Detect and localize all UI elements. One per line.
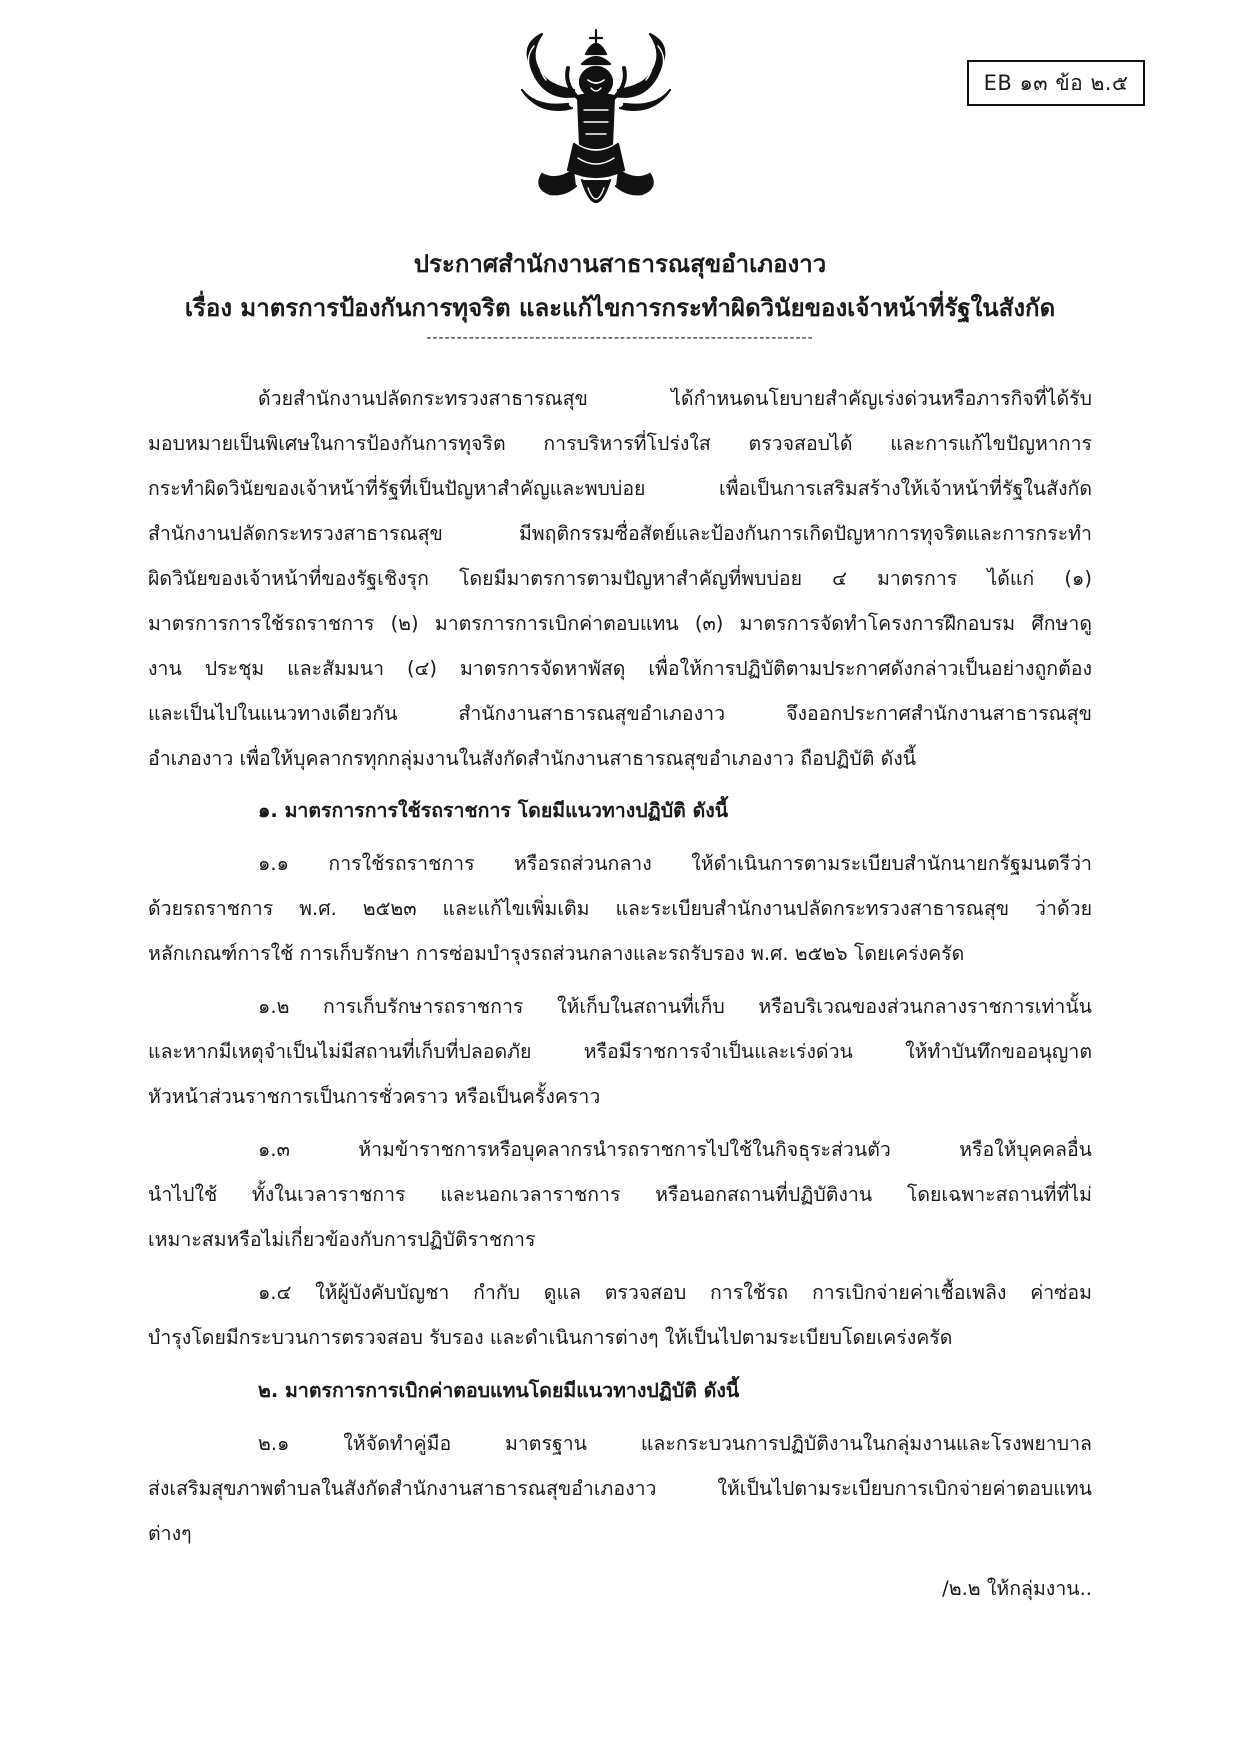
- announcement-title: ประกาศสำนักงานสาธารณสุขอำเภองาว: [413, 250, 827, 278]
- body-line: ต่างๆ: [148, 1522, 192, 1545]
- body-line: หลักเกณฑ์การใช้ การเก็บรักษา การซ่อมบำรุงรถส่วนกลางและรถรับรอง พ.ศ. ๒๕๒๖ โดยเคร่งครัด: [148, 942, 965, 965]
- body-line: หัวหน้าส่วนราชการเป็นการชั่วคราว หรือเป็นครั้งคราว: [148, 1085, 601, 1108]
- page-continuation-note: /๒.๒ ให้กลุ่มงาน..: [942, 1577, 1092, 1600]
- body-line: มอบหมายเป็นพิเศษในการป้องกันการทุจริต การบริหารที่โปร่งใส ตรวจสอบได้ และการแก้ไขปัญหาการ: [148, 432, 1092, 455]
- body-line: เหมาะสมหรือไม่เกี่ยวข้องกับการปฏิบัติราชการ: [148, 1228, 536, 1251]
- section-heading: ๑. มาตรการการใช้รถราชการ โดยมีแนวทางปฏิบัติ ดังนี้: [258, 799, 729, 822]
- garuda-emblem-icon: [512, 24, 680, 230]
- body-line: บำรุงโดยมีกระบวนการตรวจสอบ รับรอง และดำเนินการต่างๆ ให้เป็นไปตามระเบียบโดยเคร่งครัด: [148, 1326, 953, 1349]
- body-line: ๑.๒ การเก็บรักษารถราชการ ให้เก็บในสถานที่เก็บ หรือบริเวณของส่วนกลางราชการเท่านั้น: [258, 995, 1092, 1018]
- body-line: กระทำผิดวินัยของเจ้าหน้าที่รัฐที่เป็นปัญหาสำคัญและพบบ่อย เพื่อเป็นการเสริมสร้างให้เจ้าหน้าที่รัฐในสังกัด: [148, 477, 1092, 500]
- body-line: ๒.๑ ให้จัดทำคู่มือ มาตรฐาน และกระบวนการปฏิบัติงานในกลุ่มงานและโรงพยาบาล: [258, 1432, 1092, 1455]
- body-line: ผิดวินัยของเจ้าหน้าที่ของรัฐเชิงรุก โดยมีมาตรการตามปัญหาสำคัญที่พบบ่อย ๔ มาตรการ ได้แก่ (๑): [148, 567, 1092, 590]
- body-line: ๑.๔ ให้ผู้บังคับบัญชา กำกับ ดูแล ตรวจสอบ การใช้รถ การเบิกจ่ายค่าเชื้อเพลิง ค่าซ่อม: [258, 1281, 1092, 1304]
- title-divider: ----------------------------------------------------------------: [426, 330, 814, 346]
- body-line: สำนักงานปลัดกระทรวงสาธารณสุข มีพฤติกรรมซื่อสัตย์และป้องกันการเกิดปัญหาการทุจริตและการกระทำ: [148, 522, 1092, 545]
- announcement-subject: เรื่อง มาตรการป้องกันการทุจริต และแก้ไขการกระทำผิดวินัยของเจ้าหน้าที่รัฐในสังกัด: [184, 294, 1056, 322]
- body-line: ด้วยสำนักงานปลัดกระทรวงสาธารณสุข ได้กำหนดนโยบายสำคัญเร่งด่วนหรือภารกิจที่ได้รับ: [258, 387, 1092, 410]
- body-line: และหากมีเหตุจำเป็นไม่มีสถานที่เก็บที่ปลอดภัย หรือมีราชการจำเป็นและเร่งด่วน ให้ทำบันทึกขออนุญาต: [148, 1040, 1092, 1063]
- body-line: มาตรการการใช้รถราชการ (๒) มาตรการการเบิกค่าตอบแทน (๓) มาตรการจัดทำโครงการฝึกอบรม ศึกษาดู: [148, 612, 1092, 635]
- body-line: ส่งเสริมสุขภาพตำบลในสังกัดสำนักงานสาธารณสุขอำเภองาว ให้เป็นไปตามระเบียบการเบิกจ่ายค่าตอบแทน: [148, 1477, 1092, 1500]
- body-line: ๑.๓ ห้ามข้าราชการหรือบุคลากรนำรถราชการไปใช้ในกิจธุระส่วนตัว หรือให้บุคคลอื่น: [258, 1138, 1092, 1161]
- reference-code-box: EB ๑๓ ข้อ ๒.๕: [967, 60, 1145, 106]
- body-line: และเป็นไปในแนวทางเดียวกัน สำนักงานสาธารณสุขอำเภองาว จึงออกประกาศสำนักงานสาธารณสุข: [148, 702, 1092, 725]
- body-line: อำเภองาว เพื่อให้บุคลากรทุกกลุ่มงานในสังกัดสำนักงานสาธารณสุขอำเภองาว ถือปฏิบัติ ดังนี้: [148, 747, 917, 770]
- body-line: นำไปใช้ ทั้งในเวลาราชการ และนอกเวลาราชการ หรือนอกสถานที่ปฏิบัติงาน โดยเฉพาะสถานที่ที่ไม่: [148, 1183, 1092, 1206]
- body-line: ๑.๑ การใช้รถราชการ หรือรถส่วนกลาง ให้ดำเนินการตามระเบียบสำนักนายกรัฐมนตรีว่า: [258, 852, 1092, 875]
- section-heading: ๒. มาตรการการเบิกค่าตอบแทนโดยมีแนวทางปฏิบัติ ดังนี้: [258, 1379, 740, 1402]
- body-line: งาน ประชุม และสัมมนา (๔) มาตรการจัดหาพัสดุ เพื่อให้การปฏิบัติตามประกาศดังกล่าวเป็นอย่างถูกต้อง: [148, 657, 1092, 680]
- body-line: ด้วยรถราชการ พ.ศ. ๒๕๒๓ และแก้ไขเพิ่มเติม และระเบียบสำนักงานปลัดกระทรวงสาธารณสุข ว่าด้วย: [148, 897, 1092, 920]
